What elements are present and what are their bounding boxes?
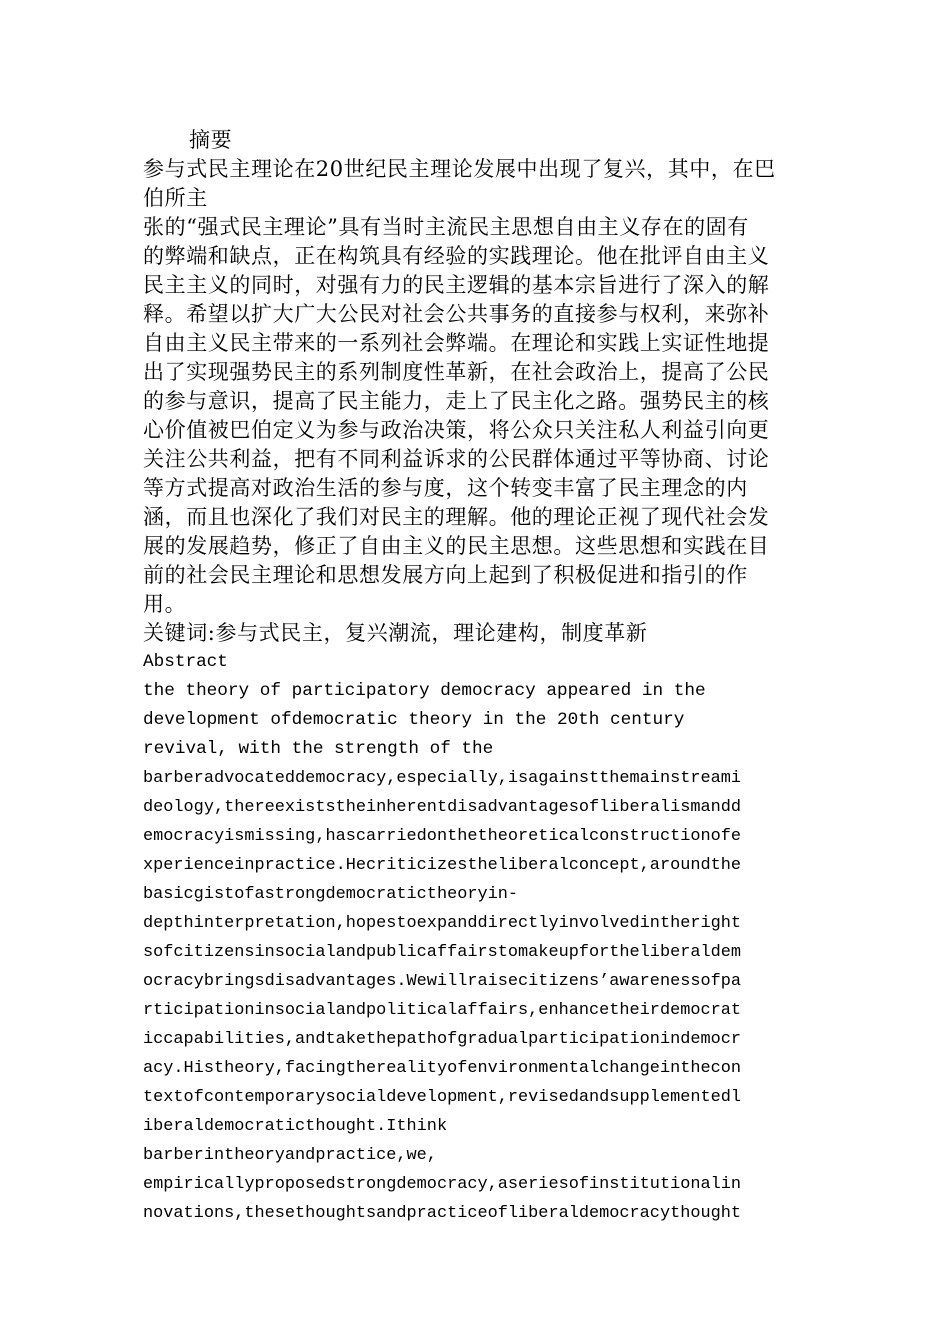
abstract-en-line: ocracybringsdisadvantages.Wewillraisecitizens’awarenessofpa (143, 972, 742, 991)
abstract-en-line: novations,thesethoughtsandpracticeofliberaldemocracythought (143, 1204, 742, 1223)
abstract-en-line: iccapabilities,andtakethepathofgradualparticipationindemocr (143, 1030, 742, 1049)
abstract-en-line: emocracyismissing,hascarriedonthetheoreticalconstructionofe (143, 827, 742, 846)
abstract-cn-line: 参与式民主理论在20世纪民主理论发展中出现了复兴，其中，在巴 (143, 157, 776, 181)
abstract-en-heading: Abstract (143, 652, 228, 672)
abstract-en-line: deology,thereexiststheinherentdisadvantagesofliberalismandd (143, 798, 742, 817)
abstract-en-line: xperienceinpractice.Hecriticizestheliberalconcept,aroundthe (143, 856, 742, 875)
abstract-cn-line: 心价值被巴伯定义为参与政治决策，将公众只关注私人利益引向更 (143, 418, 770, 442)
abstract-cn-line: 自由主义民主带来的一系列社会弊端。在理论和实践上实证性地提 (143, 331, 770, 355)
abstract-en-line: acy.Histheory,facingtherealityofenvironmentalchangeinthecon (143, 1059, 742, 1078)
abstract-en-line: development ofdemocratic theory in the 20th century (143, 710, 685, 730)
abstract-cn-line: 张的“强式民主理论”具有当时主流民主思想自由主义存在的固有 (143, 215, 749, 239)
abstract-en-line: iberaldemocraticthought.Ithink (143, 1117, 448, 1136)
abstract-en-line: barberadvocateddemocracy,especially,isagainstthemainstreami (143, 769, 742, 788)
abstract-cn-line: 前的社会民主理论和思想发展方向上起到了积极促进和指引的作 (143, 563, 748, 587)
abstract-en-line: barberintheoryandpractice,we, (143, 1146, 437, 1165)
abstract-cn-line: 展的发展趋势，修正了自由主义的民主思想。这些思想和实践在目 (143, 534, 770, 558)
abstract-en-line: sofcitizensinsocialandpublicaffairstomakeupfortheliberaldem (143, 943, 742, 962)
abstract-en-line: rticipationinsocialandpoliticalaffairs,enhancetheirdemocrat (143, 1001, 742, 1020)
abstract-cn-line: 民主主义的同时，对强有力的民主逻辑的基本宗旨进行了深入的解 (143, 273, 770, 297)
abstract-cn-line: 用。 (143, 592, 187, 616)
abstract-cn-line: 涵，而且也深化了我们对民主的理解。他的理论正视了现代社会发 (143, 505, 770, 529)
abstract-en-line: basicgistofastrongdemocratictheoryin- (143, 885, 519, 904)
abstract-cn-paragraph (143, 155, 808, 619)
abstract-cn-heading: 摘要 (189, 128, 233, 152)
abstract-cn-line: 伯所主 (143, 186, 208, 210)
abstract-en-line: revival, with the strength of the (143, 739, 494, 759)
document-body (143, 126, 808, 1228)
abstract-en-line: the theory of participatory democracy appeared in the (143, 681, 706, 701)
abstract-cn-line: 释。希望以扩大广大公民对社会公共事务的直接参与权利，来弥补 (143, 302, 770, 326)
keywords-cn: 关键词:参与式民主，复兴潮流，理论建构，制度革新 (143, 621, 648, 645)
abstract-en-paragraph (143, 677, 808, 1228)
abstract-cn-line: 出了实现强势民主的系列制度性革新，在社会政治上，提高了公民 (143, 360, 770, 384)
abstract-cn-line: 的参与意识，提高了民主能力，走上了民主化之路。强势民主的核 (143, 389, 770, 413)
abstract-cn-line: 关注公共利益，把有不同利益诉求的公民群体通过平等协商、讨论 (143, 447, 770, 471)
abstract-cn-line: 的弊端和缺点，正在构筑具有经验的实践理论。他在批评自由主义 (143, 244, 770, 268)
abstract-en-line: depthinterpretation,hopestoexpanddirectlyinvolvedintheright (143, 914, 742, 933)
abstract-en-line: textofcontemporarysocialdevelopment,revisedandsupplementedl (143, 1088, 742, 1107)
abstract-en-line: empiricallyproposedstrongdemocracy,aseriesofinstitutionalin (143, 1175, 742, 1194)
abstract-cn-line: 等方式提高对政治生活的参与度，这个转变丰富了民主理念的内 (143, 476, 748, 500)
